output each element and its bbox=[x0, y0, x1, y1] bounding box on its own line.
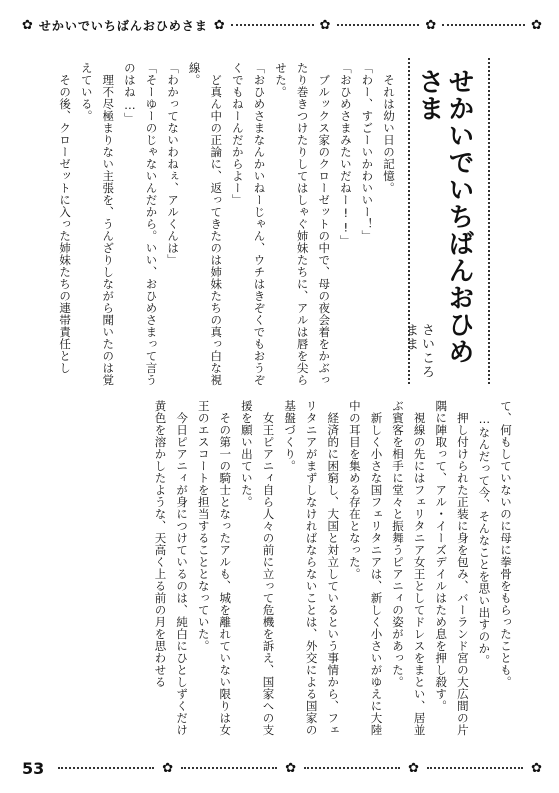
dotted-rule bbox=[442, 24, 525, 26]
flower-ornament-icon: ✿ bbox=[319, 17, 331, 33]
page-number: 53 bbox=[22, 758, 45, 778]
author-name: さいころまま bbox=[403, 323, 434, 379]
paragraph: ブルックス家のクローゼットの中で、母の夜会着をかぶったり巻きつけたりしてはしゃぐ姉妹たちに、アルは唇を尖らせた。 bbox=[274, 62, 332, 386]
flower-ornament-icon: ✿ bbox=[531, 17, 542, 33]
flower-ornament-icon: ✿ bbox=[162, 760, 174, 776]
dotted-rule bbox=[231, 24, 314, 26]
paragraph: …なんだって今、そんなことを思い出すのか。 bbox=[477, 400, 492, 667]
paragraph: 経済的に困窮し、大国と対立しているという事情から、フェリタニアがまずしなければならないことは、外交による国家の基盤づくり。 bbox=[283, 400, 341, 736]
flower-ornament-icon: ✿ bbox=[531, 760, 543, 776]
story-title: せかいでいちばんおひめさま bbox=[414, 68, 474, 365]
dotted-rule bbox=[337, 24, 420, 26]
paragraph: 「わー、すごーいかわいいー！」 bbox=[360, 62, 375, 242]
dotted-rule bbox=[427, 767, 523, 769]
title-block bbox=[403, 58, 490, 384]
paragraph: 「わかってないわねぇ、アルくんは」 bbox=[166, 62, 181, 266]
body-text-upper bbox=[9, 62, 399, 387]
dotted-rule bbox=[304, 767, 400, 769]
flower-ornament-icon: ✿ bbox=[285, 760, 297, 776]
paragraph: 理不尽極まりない主張を、うんざりしながら聞いたのは覚えている。 bbox=[79, 62, 116, 386]
flower-ornament-icon: ✿ bbox=[408, 760, 420, 776]
flower-ornament-icon: ✿ bbox=[22, 17, 33, 33]
dotted-rule bbox=[58, 767, 154, 769]
body-text-lower bbox=[36, 400, 516, 738]
paragraph: 新しく小さな国フェリタニアは、新しく小さいがゆえに大陸中の耳目を集める存在となった。 bbox=[347, 400, 384, 736]
paragraph: 視線の先にはフェリタニア女王としてドレスをまとい、居並ぶ賓客を相手に堂々と振舞うピアニィの姿があった。 bbox=[391, 400, 427, 736]
running-title: せかいでいちばんおひめさま bbox=[38, 18, 208, 33]
paragraph: 「おひめさまみたいだねー!!」 bbox=[338, 62, 353, 247]
page-footer bbox=[22, 756, 542, 780]
paragraph: それは幼い日の記憶。 bbox=[382, 62, 396, 194]
paragraph: その第一の騎士となったアルも、城を離れていない限りは女王のエスコートを担当することとなっていた。 bbox=[196, 400, 233, 736]
paragraph: 女王ピアニィ自ら人々の前に立って危機を訴え、国家への支援を願い出ていた。 bbox=[239, 400, 276, 736]
flower-ornament-icon: ✿ bbox=[425, 17, 437, 33]
paragraph: て、何もしていないのに母に拳骨をもらったことも。 bbox=[499, 400, 513, 688]
flower-ornament-icon: ✿ bbox=[213, 17, 225, 33]
paragraph: 「おひめさまなんかいねーじゃん、ウチはきぞくでもおうぞくでもねーんだからよー」 bbox=[230, 62, 267, 386]
paragraph: ど真ん中の正論に、返ってきたのは姉妹たちの真っ白な視線。 bbox=[187, 62, 224, 386]
paragraph: 「そーゆーのじゃないんだから。いい、おひめさまって言うのはね…」 bbox=[122, 62, 159, 386]
paragraph: 押し付けられた正装に身を包み、バーランド宮の大広間の片隅に陣取って、アル・イーズデイルはため息を押し殺す。 bbox=[434, 400, 470, 736]
page-header bbox=[22, 14, 542, 36]
paragraph: その後、クローゼットに入った姉妹たちの連帯責任とし bbox=[58, 62, 73, 374]
dotted-rule bbox=[181, 767, 277, 769]
paragraph: 今日ピアニィが身につけているのは、純白にひとしずくだけ黄色を溶かしたような、天高く上る前の月を思わせる bbox=[153, 400, 190, 736]
